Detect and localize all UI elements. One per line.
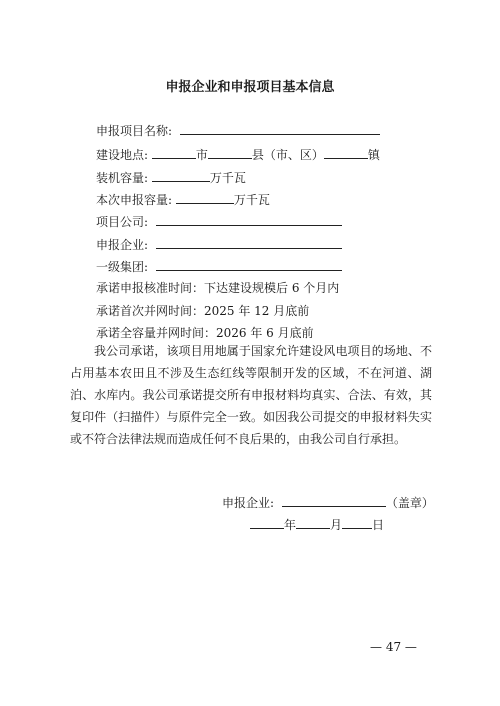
promise-first-grid: 承诺首次并网时间：2025 年 12 月底前 <box>96 304 310 318</box>
city-unit: 市 <box>195 148 208 162</box>
town-field[interactable] <box>324 146 368 159</box>
town-unit: 镇 <box>367 148 380 162</box>
page-number: — 47 — <box>370 640 417 654</box>
promise-full-grid: 承诺全容量并网时间：2026 年 6 月底前 <box>96 326 314 340</box>
applicant-company-label: 申报企业: <box>96 238 149 252</box>
signature-field[interactable] <box>282 494 386 507</box>
seal-label: （盖章） <box>385 496 434 510</box>
group-row <box>96 258 342 274</box>
page-title: 申报企业和申报项目基本信息 <box>165 80 335 95</box>
commitment-paragraph: 我公司承诺，该项目用地属于国家允许建设风电项目的场地、不占用基本农田且不涉及生态红线等限制开发的区域，不在河道、湖泊、水库内。我公司承诺提交所有申报材料均真实、合法、有效，其复印件（扫描件）与原件完全一致。如因我公司提交的申报材料失实或不符合法律法规而造成任何不良后果的，由我公司自行承担。 <box>70 344 432 446</box>
capacity-field[interactable] <box>152 169 210 182</box>
project-name-label: 申报项目名称: <box>96 124 173 138</box>
applicant-company-field[interactable] <box>156 236 342 249</box>
signature-row <box>222 494 434 511</box>
signature-label: 申报企业: <box>222 496 275 510</box>
project-company-field[interactable] <box>156 213 342 226</box>
group-label: 一级集团: <box>96 260 149 274</box>
capacity-row <box>96 169 246 185</box>
date-row <box>250 516 384 533</box>
month-label: 月 <box>330 518 343 532</box>
declared-capacity-label: 本次申报容量: <box>96 193 173 207</box>
county-unit: 县（市、区） <box>251 148 324 162</box>
site-row <box>96 146 380 162</box>
county-field[interactable] <box>208 146 252 159</box>
site-label: 建设地点: <box>96 148 149 162</box>
project-company-label: 项目公司: <box>96 215 149 229</box>
promise-approval: 承诺申报核准时间：下达建设规模后 6 个月内 <box>96 281 340 295</box>
declared-capacity-unit: 万千瓦 <box>233 193 270 207</box>
year-label: 年 <box>284 518 297 532</box>
project-company-row <box>96 213 342 229</box>
month-field[interactable] <box>296 516 330 529</box>
capacity-label: 装机容量: <box>96 171 149 185</box>
applicant-company-row <box>96 236 342 252</box>
project-name-row <box>96 122 380 138</box>
day-field[interactable] <box>342 516 372 529</box>
group-field[interactable] <box>156 258 342 271</box>
project-name-field[interactable] <box>180 122 380 135</box>
declared-capacity-field[interactable] <box>176 191 234 204</box>
declared-capacity-row <box>96 191 270 207</box>
city-field[interactable] <box>152 146 196 159</box>
capacity-unit: 万千瓦 <box>209 171 246 185</box>
day-label: 日 <box>372 518 385 532</box>
year-field[interactable] <box>250 516 284 529</box>
